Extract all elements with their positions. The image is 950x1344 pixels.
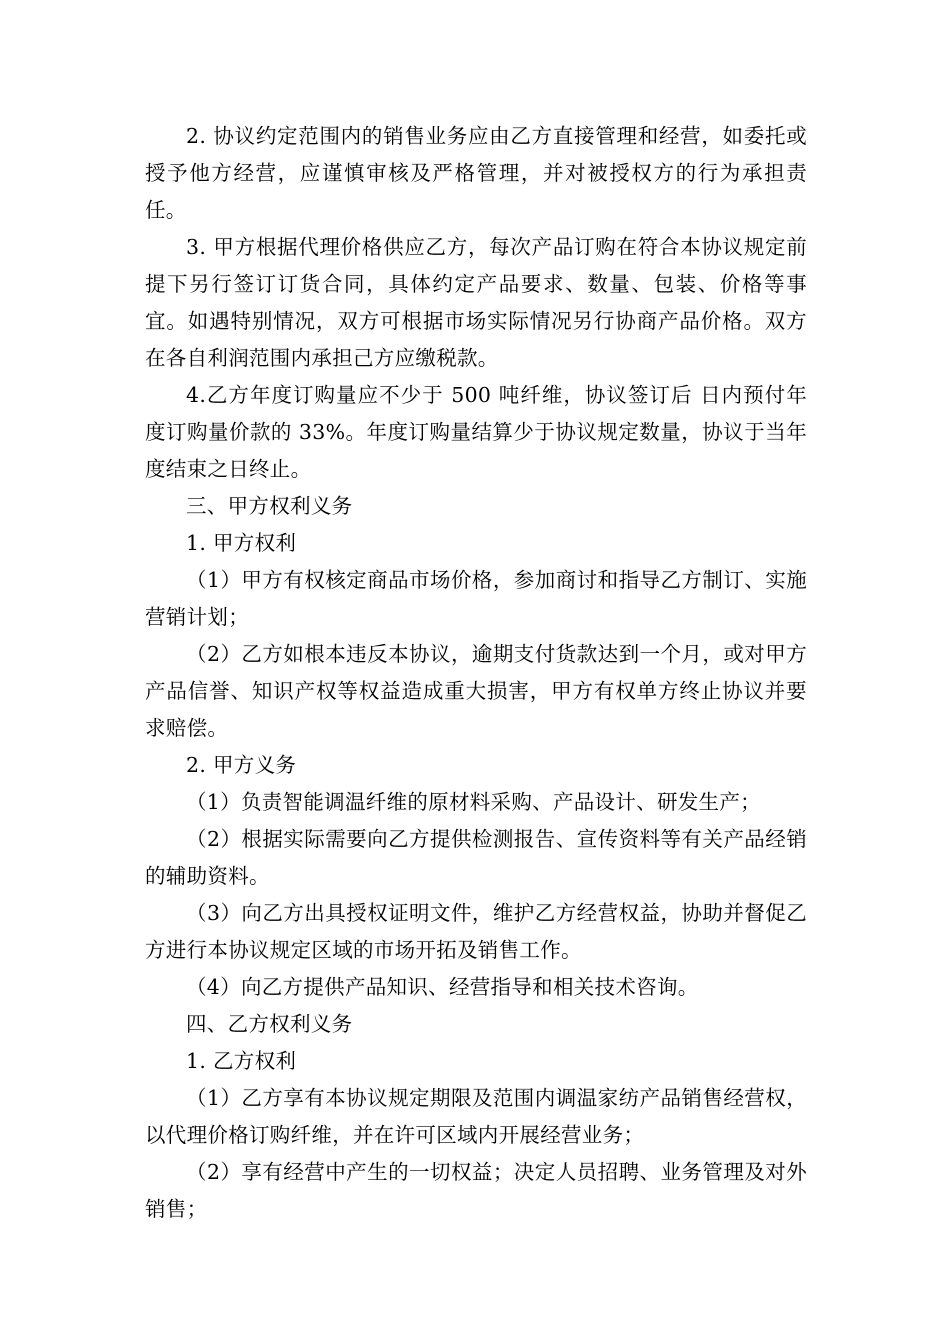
subheading-party-b-rights: 1. 乙方权利 (186, 1049, 297, 1073)
paragraph-clause-3: 3. 甲方根据代理价格供应乙方，每次产品订购在符合本协议规定前提下另行签订订货合同，具体约定产品要求、数量、包装、价格等事宜。如遇特别情况，双方可根据市场实际情况另行协商产品价格。双方在各自利润范围内承担己方应缴税款。 (145, 235, 807, 370)
party-b-right-1: （1）乙方享有本协议规定期限及范围内调温家纺产品销售经营权，以代理价格订购纤维，并在许可区域内开展经营业务； (145, 1086, 807, 1147)
party-a-obligation-1: （1）负责智能调温纤维的原材料采购、产品设计、研发生产； (186, 790, 761, 814)
paragraph-clause-2: 2. 协议约定范围内的销售业务应由乙方直接管理和经营，如委托或授予他方经营，应谨慎审核及严格管理，并对被授权方的行为承担责任。 (145, 124, 807, 222)
party-a-right-2: （2）乙方如根本违反本协议，逾期支付货款达到一个月，或对甲方产品信誉、知识产权等权益造成重大损害，甲方有权单方终止协议并要求赔偿。 (145, 642, 807, 740)
subheading-party-a-rights: 1. 甲方权利 (186, 531, 297, 555)
party-a-right-1: （1）甲方有权核定商品市场价格，参加商讨和指导乙方制订、实施营销计划； (145, 568, 807, 629)
section-heading-party-b: 四、乙方权利义务 (186, 1012, 353, 1036)
subheading-party-a-obligations: 2. 甲方义务 (186, 753, 297, 777)
section-heading-party-a: 三、甲方权利义务 (186, 494, 353, 518)
party-a-obligation-3: （3）向乙方出具授权证明文件，维护乙方经营权益，协助并督促乙方进行本协议规定区域的市场开拓及销售工作。 (145, 901, 807, 962)
party-b-right-2: （2）享有经营中产生的一切权益；决定人员招聘、业务管理及对外销售； (145, 1160, 807, 1221)
document-page (145, 118, 807, 1228)
party-a-obligation-4: （4）向乙方提供产品知识、经营指导和相关技术咨询。 (186, 975, 699, 999)
party-a-obligation-2: （2）根据实际需要向乙方提供检测报告、宣传资料等有关产品经销的辅助资料。 (145, 827, 807, 888)
paragraph-clause-4: 4.乙方年度订购量应不少于 500 吨纤维，协议签订后 日内预付年度订购量价款的 33%。年度订购量结算少于协议规定数量，协议于当年度结束之日终止。 (145, 383, 807, 481)
